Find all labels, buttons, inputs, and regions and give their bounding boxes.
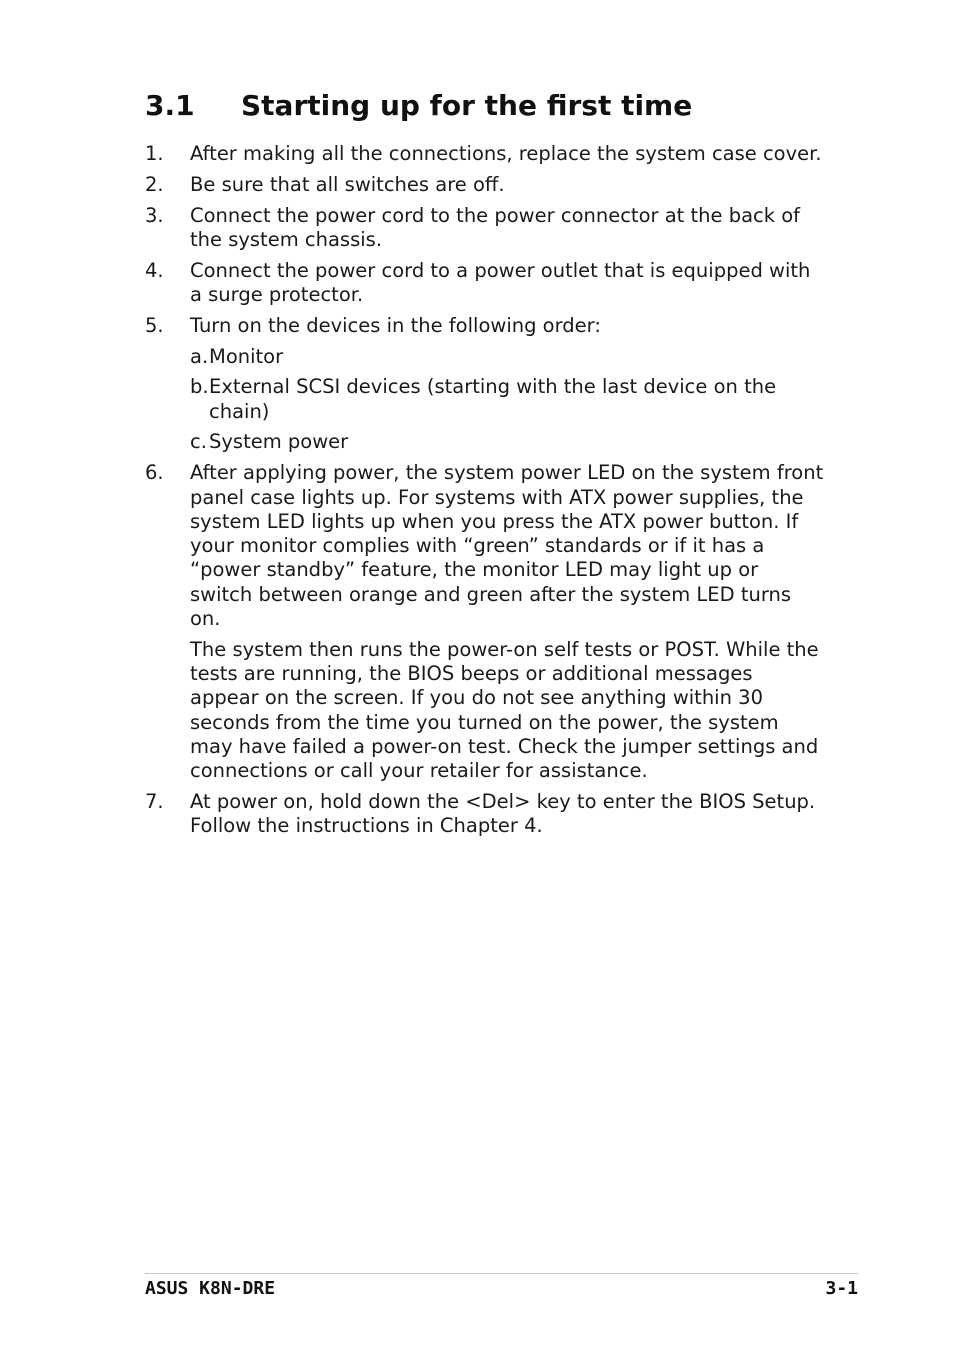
footer-product-name: ASUS K8N-DRE: [145, 1278, 276, 1299]
sub-step-letter: b.: [190, 375, 209, 399]
step-number: 3.: [145, 203, 164, 227]
step-text: Turn on the devices in the following order:: [190, 313, 601, 337]
startup-steps-list: [145, 142, 825, 845]
step-text: After making all the connections, replace the system case cover.: [190, 142, 822, 165]
step-number: 4.: [145, 258, 164, 282]
footer-divider: [145, 1273, 858, 1274]
step-text: Be sure that all switches are off.: [190, 172, 505, 196]
step-number: 1.: [145, 142, 164, 165]
step-item: [145, 259, 825, 308]
step-number: 2.: [145, 172, 164, 196]
section-number: 3.1: [145, 89, 195, 122]
step-number: 7.: [145, 790, 164, 814]
sub-step-letter: c.: [190, 430, 207, 454]
footer-page-number: 3-1: [825, 1278, 858, 1299]
step-number: 5.: [145, 313, 164, 337]
section-title: Starting up for the first time: [241, 89, 693, 122]
step-paragraph: The system then runs the power-on self tests or POST. While the tests are running, the BIOS beeps or additional messages appear on the screen. If you do not see anything within 30 seconds from the time you turned on the power, the system may have failed a power-on test. Check the jumper settings and connections or call your retailer for assistance.: [190, 637, 819, 783]
sub-step-text: System power: [209, 430, 349, 454]
step-text: Connect the power cord to a power outlet that is equipped with a surge protector.: [190, 258, 811, 306]
step-item: [145, 142, 825, 166]
sub-step-text: Monitor: [209, 344, 284, 368]
step-item: [145, 790, 825, 839]
step-item: [145, 314, 825, 338]
step-item: [145, 204, 825, 253]
step-text: At power on, hold down the <Del> key to enter the BIOS Setup. Follow the instructions in Chapter 4.: [190, 790, 816, 838]
sub-step-item: [190, 345, 825, 369]
sub-step-item: [190, 375, 825, 424]
sub-step-text: External SCSI devices (starting with the last device on the chain): [209, 375, 777, 423]
step-text: Connect the power cord to the power connector at the back of the system chassis.: [190, 203, 801, 251]
sub-step-letter: a.: [190, 344, 209, 368]
step-text: After applying power, the system power LED on the system front panel case lights up. For systems with ATX power supplies, the system LED lights up when you press the ATX power button. If your monitor complies with “green” standards or if it has a “power standby” feature, the monitor LED may light up or switch between orange and green after the system LED turns on.: [190, 461, 824, 631]
sub-step-item: [190, 430, 825, 454]
step-item: [145, 173, 825, 197]
step-number: 6.: [145, 461, 164, 485]
section-heading: [145, 86, 692, 126]
step-item: [145, 461, 825, 631]
